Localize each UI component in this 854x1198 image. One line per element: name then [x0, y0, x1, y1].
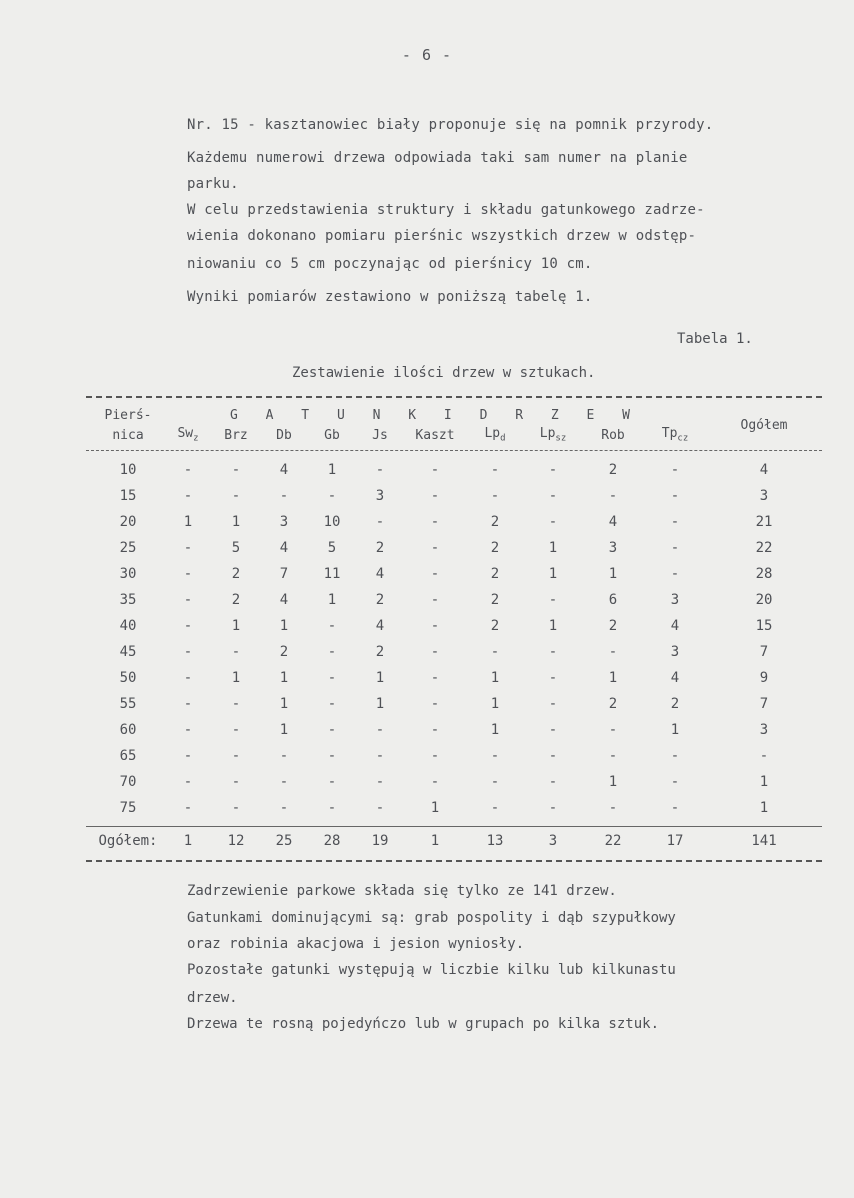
- count-cell: -: [183, 670, 193, 686]
- count-cell: -: [670, 748, 680, 764]
- table-label: Tabela 1.: [677, 331, 753, 347]
- species-header: [524, 425, 582, 445]
- species-header-sub: z: [193, 433, 199, 444]
- count-cell: 1: [548, 540, 558, 556]
- species-header: [260, 425, 308, 445]
- row-total-cell: 22: [755, 540, 773, 556]
- totals-label: Ogółem:: [98, 833, 158, 849]
- count-cell: -: [548, 644, 558, 660]
- count-cell: -: [490, 488, 500, 504]
- row-total-cell: 4: [759, 462, 769, 478]
- count-cell: -: [183, 462, 193, 478]
- count-cell: 2: [490, 540, 500, 556]
- count-cell: 2: [375, 644, 385, 660]
- count-cell: -: [608, 722, 618, 738]
- count-cell: 3: [670, 644, 680, 660]
- diameter-cell: 35: [119, 592, 137, 608]
- intro-line: niowaniu co 5 cm poczynając od pierśnicy 10 cm.: [187, 256, 593, 272]
- total-cell: 3: [548, 833, 558, 849]
- species-header-main: Db: [276, 427, 292, 443]
- count-cell: 3: [608, 540, 618, 556]
- row-total-cell: 3: [759, 488, 769, 504]
- diameter-cell: 75: [119, 800, 137, 816]
- count-cell: 2: [608, 618, 618, 634]
- count-cell: -: [327, 618, 337, 634]
- count-cell: 1: [231, 670, 241, 686]
- row-total-cell: -: [759, 748, 769, 764]
- diameter-cell: 30: [119, 566, 137, 582]
- table-caption: Zestawienie ilości drzew w sztukach.: [292, 365, 596, 381]
- count-cell: 1: [279, 722, 289, 738]
- count-cell: 1: [231, 618, 241, 634]
- count-cell: -: [430, 488, 440, 504]
- count-cell: 2: [231, 592, 241, 608]
- table-row: [86, 717, 822, 743]
- count-cell: -: [548, 514, 558, 530]
- page-number: - 6 -: [401, 46, 453, 64]
- closing-line: drzew.: [187, 990, 238, 1006]
- total-cell: 25: [275, 833, 293, 849]
- table-row: [86, 665, 822, 691]
- count-cell: 2: [490, 592, 500, 608]
- count-cell: -: [608, 748, 618, 764]
- count-cell: -: [327, 748, 337, 764]
- count-cell: -: [375, 722, 385, 738]
- intro-line: Nr. 15 - kasztanowiec biały proponuje się na pomnik przyrody.: [187, 117, 714, 133]
- diameter-cell: 50: [119, 670, 137, 686]
- count-cell: 1: [375, 670, 385, 686]
- closing-line: Pozostałe gatunki występują w liczbie kilku lub kilkunastu: [187, 962, 676, 978]
- count-cell: -: [548, 748, 558, 764]
- row-total-cell: 7: [759, 696, 769, 712]
- count-cell: 4: [279, 592, 289, 608]
- count-cell: -: [670, 540, 680, 556]
- count-cell: -: [375, 800, 385, 816]
- count-cell: -: [430, 462, 440, 478]
- count-cell: 3: [279, 514, 289, 530]
- species-header-main: Brz: [224, 427, 248, 443]
- count-cell: 1: [375, 696, 385, 712]
- count-cell: -: [231, 462, 241, 478]
- closing-line: Drzewa te rosną pojedyńczo lub w grupach po kilka sztuk.: [187, 1016, 660, 1032]
- count-cell: -: [548, 722, 558, 738]
- count-cell: -: [231, 644, 241, 660]
- table-row: [86, 483, 822, 509]
- species-header-main: Lp: [539, 426, 556, 442]
- count-cell: 1: [279, 670, 289, 686]
- count-cell: 4: [608, 514, 618, 530]
- species-header: [644, 425, 706, 445]
- total-cell: 17: [666, 833, 684, 849]
- count-cell: -: [231, 696, 241, 712]
- count-cell: -: [490, 748, 500, 764]
- species-header-sub: cz: [677, 433, 689, 444]
- species-header: [466, 425, 524, 445]
- table-row: [86, 613, 822, 639]
- count-cell: -: [430, 774, 440, 790]
- count-cell: -: [327, 696, 337, 712]
- count-cell: -: [327, 774, 337, 790]
- count-cell: 2: [375, 540, 385, 556]
- count-cell: 4: [279, 462, 289, 478]
- table-body: [86, 457, 822, 821]
- diameter-cell: 25: [119, 540, 137, 556]
- count-cell: -: [279, 488, 289, 504]
- intro-line: W celu przedstawienia struktury i składu gatunkowego zadrze-: [187, 202, 705, 218]
- intro-line: Wyniki pomiarów zestawiono w poniższą tabelę 1.: [187, 289, 593, 305]
- diameter-cell: 55: [119, 696, 137, 712]
- count-cell: -: [548, 488, 558, 504]
- row-total-cell: 15: [755, 618, 773, 634]
- count-cell: 6: [608, 592, 618, 608]
- count-cell: 2: [608, 696, 618, 712]
- count-cell: -: [279, 800, 289, 816]
- count-cell: -: [375, 774, 385, 790]
- count-cell: -: [608, 644, 618, 660]
- row-total-cell: 1: [759, 800, 769, 816]
- diameter-cell: 70: [119, 774, 137, 790]
- count-cell: 1: [548, 618, 558, 634]
- count-cell: 2: [670, 696, 680, 712]
- row-total-cell: 7: [759, 644, 769, 660]
- totals-row: [86, 821, 822, 857]
- closing-line: oraz robinia akacjowa i jesion wyniosły.: [187, 936, 525, 952]
- count-cell: 4: [375, 566, 385, 582]
- count-cell: 4: [670, 670, 680, 686]
- count-cell: 1: [430, 800, 440, 816]
- count-cell: -: [608, 488, 618, 504]
- total-cell: 22: [604, 833, 622, 849]
- count-cell: -: [279, 774, 289, 790]
- count-cell: 1: [608, 670, 618, 686]
- count-cell: 1: [231, 514, 241, 530]
- count-cell: -: [231, 488, 241, 504]
- table-row: [86, 587, 822, 613]
- count-cell: -: [548, 670, 558, 686]
- count-cell: 5: [231, 540, 241, 556]
- count-cell: -: [548, 696, 558, 712]
- count-cell: 11: [323, 566, 341, 582]
- table-row: [86, 743, 822, 769]
- species-header: [164, 425, 212, 445]
- count-cell: 10: [323, 514, 341, 530]
- count-cell: 1: [183, 514, 193, 530]
- species-header: [308, 425, 356, 445]
- count-cell: -: [231, 774, 241, 790]
- count-cell: -: [490, 644, 500, 660]
- total-cell: 1: [183, 833, 193, 849]
- count-cell: -: [183, 566, 193, 582]
- count-cell: -: [548, 774, 558, 790]
- table-row: [86, 769, 822, 795]
- diameter-cell: 15: [119, 488, 137, 504]
- count-cell: 3: [375, 488, 385, 504]
- count-cell: 4: [670, 618, 680, 634]
- table-row: [86, 691, 822, 717]
- species-header-main: Sw: [177, 426, 194, 442]
- species-header-sub: d: [500, 433, 506, 444]
- intro-line: parku.: [187, 176, 239, 192]
- diameter-cell: 60: [119, 722, 137, 738]
- count-cell: -: [430, 748, 440, 764]
- grand-total: 141: [751, 833, 777, 849]
- count-cell: -: [490, 800, 500, 816]
- count-cell: 4: [375, 618, 385, 634]
- count-cell: -: [430, 540, 440, 556]
- count-cell: -: [430, 618, 440, 634]
- count-cell: -: [430, 592, 440, 608]
- diameter-header-line2: nica: [112, 427, 144, 443]
- table-bottom-rule: [86, 860, 822, 862]
- diameter-cell: 10: [119, 462, 137, 478]
- species-header-main: Lp: [484, 426, 501, 442]
- total-cell: 19: [371, 833, 389, 849]
- count-cell: 1: [670, 722, 680, 738]
- count-cell: -: [183, 800, 193, 816]
- species-header: [582, 425, 644, 445]
- closing-line: Zadrzewienie parkowe składa się tylko ze 141 drzew.: [187, 883, 617, 899]
- row-total-cell: 1: [759, 774, 769, 790]
- count-cell: -: [375, 514, 385, 530]
- species-header: [212, 425, 260, 445]
- count-cell: 1: [608, 774, 618, 790]
- count-cell: -: [183, 540, 193, 556]
- count-cell: -: [670, 800, 680, 816]
- count-cell: 2: [490, 514, 500, 530]
- count-cell: -: [375, 748, 385, 764]
- count-cell: -: [548, 592, 558, 608]
- count-cell: 1: [608, 566, 618, 582]
- count-cell: -: [183, 696, 193, 712]
- intro-line: wienia dokonano pomiaru pierśnic wszystkich drzew w odstęp-: [187, 228, 697, 244]
- count-cell: 1: [327, 462, 337, 478]
- count-cell: 2: [490, 618, 500, 634]
- count-cell: 1: [279, 618, 289, 634]
- count-cell: -: [327, 644, 337, 660]
- count-cell: -: [327, 722, 337, 738]
- count-cell: -: [430, 696, 440, 712]
- count-cell: -: [430, 644, 440, 660]
- species-header: [404, 425, 466, 445]
- count-cell: -: [327, 800, 337, 816]
- count-cell: -: [183, 618, 193, 634]
- count-cell: -: [279, 748, 289, 764]
- count-cell: 1: [490, 696, 500, 712]
- count-cell: 1: [327, 592, 337, 608]
- count-cell: -: [430, 722, 440, 738]
- species-header-main: Js: [372, 427, 388, 443]
- count-cell: 2: [608, 462, 618, 478]
- count-cell: -: [490, 774, 500, 790]
- count-cell: -: [231, 722, 241, 738]
- table-row: [86, 795, 822, 821]
- count-cell: -: [327, 488, 337, 504]
- row-total-cell: 20: [755, 592, 773, 608]
- species-header-main: Kaszt: [415, 427, 455, 443]
- species-header: [356, 425, 404, 445]
- table-row: [86, 509, 822, 535]
- row-total-cell: 21: [755, 514, 773, 530]
- row-total-cell: 28: [755, 566, 773, 582]
- total-cell: 1: [430, 833, 440, 849]
- count-cell: -: [670, 566, 680, 582]
- count-cell: -: [183, 592, 193, 608]
- count-cell: -: [430, 566, 440, 582]
- count-cell: 2: [375, 592, 385, 608]
- count-cell: -: [608, 800, 618, 816]
- count-cell: -: [375, 462, 385, 478]
- species-group-header: G A T U N K I D R Z E W: [230, 407, 641, 423]
- count-cell: -: [231, 800, 241, 816]
- diameter-cell: 20: [119, 514, 137, 530]
- count-cell: -: [670, 514, 680, 530]
- count-cell: -: [430, 670, 440, 686]
- count-cell: -: [183, 722, 193, 738]
- total-cell: 13: [486, 833, 504, 849]
- total-column-header: Ogółem: [740, 417, 788, 433]
- count-cell: 1: [490, 670, 500, 686]
- count-cell: 2: [279, 644, 289, 660]
- table-row: [86, 639, 822, 665]
- count-cell: 2: [231, 566, 241, 582]
- count-cell: -: [548, 800, 558, 816]
- count-cell: 1: [490, 722, 500, 738]
- count-cell: -: [670, 774, 680, 790]
- count-cell: -: [183, 644, 193, 660]
- count-cell: -: [548, 462, 558, 478]
- count-cell: -: [183, 748, 193, 764]
- count-cell: -: [670, 462, 680, 478]
- table-row: [86, 535, 822, 561]
- table-row: [86, 457, 822, 483]
- count-cell: -: [430, 514, 440, 530]
- count-cell: 1: [548, 566, 558, 582]
- species-header-main: Gb: [324, 427, 340, 443]
- total-cell: 12: [227, 833, 245, 849]
- closing-line: Gatunkami dominującymi są: grab pospolity i dąb szypułkowy: [187, 910, 676, 926]
- count-cell: 5: [327, 540, 337, 556]
- count-cell: 7: [279, 566, 289, 582]
- count-cell: -: [490, 462, 500, 478]
- row-total-cell: 9: [759, 670, 769, 686]
- diameter-cell: 45: [119, 644, 137, 660]
- count-cell: 3: [670, 592, 680, 608]
- diameter-header-line1: Pierś-: [104, 407, 152, 423]
- tree-count-table: [86, 405, 822, 857]
- count-cell: -: [183, 488, 193, 504]
- count-cell: -: [231, 748, 241, 764]
- table-top-rule: [86, 396, 822, 398]
- count-cell: 4: [279, 540, 289, 556]
- count-cell: 1: [279, 696, 289, 712]
- diameter-cell: 40: [119, 618, 137, 634]
- row-total-cell: 3: [759, 722, 769, 738]
- species-header-main: Rob: [601, 427, 625, 443]
- count-cell: 2: [490, 566, 500, 582]
- intro-line: Każdemu numerowi drzewa odpowiada taki sam numer na planie: [187, 150, 688, 166]
- species-header-main: Tp: [661, 426, 678, 442]
- count-cell: -: [670, 488, 680, 504]
- table-row: [86, 561, 822, 587]
- species-header-sub: sz: [555, 433, 567, 444]
- diameter-cell: 65: [119, 748, 137, 764]
- total-cell: 28: [323, 833, 341, 849]
- count-cell: -: [327, 670, 337, 686]
- count-cell: -: [183, 774, 193, 790]
